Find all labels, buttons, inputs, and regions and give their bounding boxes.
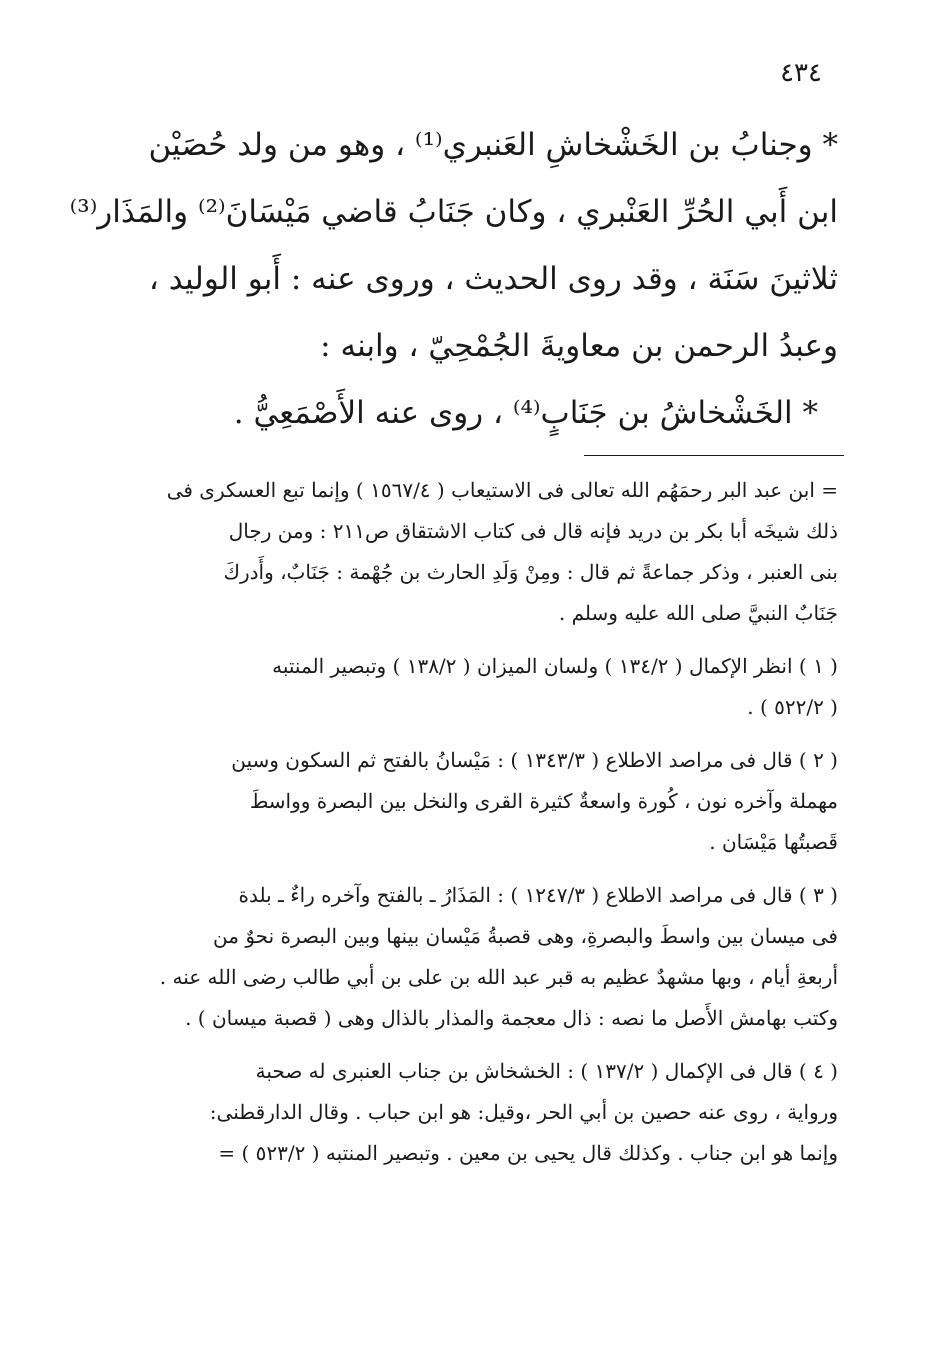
footnote-4	[88, 1051, 838, 1174]
main-line: ثلاثينَ سَنَة ، وقد روى الحديث ، وروى عنه : أَبو الوليد ،	[148, 261, 838, 297]
footnote-2	[88, 740, 838, 863]
footnote-line: = ابن عبد البر رحمَهُم الله تعالى فى الاستيعاب ( ١٥٦٧/٤ ) وإنما تبع العسكرى فى	[166, 478, 838, 502]
footnote-line: بنى العنبر ، وذكر جماعةً ثم قال : ومِنْ وَلَدِ الحارث بن جُهْمة : جَنَابٌ، وأَدركَ	[223, 560, 838, 584]
main-line: * وجنابُ بن الخَشْخاشِ العَنبري⁽¹⁾ ، وهو من ولد حُصَيْن	[148, 127, 838, 163]
footnote-line: مهملة وآخره نون ، كُورة واسعةٌ كثيرة القرى والنخل بين البصرة وواسطَ	[249, 789, 838, 813]
footnote-line: ذلك شيخَه أبا بكر بن دريد فإنه قال فى كتاب الاشتقاق ص٢١١ : ومن رجال	[228, 519, 838, 543]
footnote-line: ( ٣ ) قال فى مراصد الاطلاع ( ١٢٤٧/٣ ) : المَذَارُ ـ بالفتح وآخره راءٌ ـ بلدة	[238, 883, 838, 907]
footnote-line: ( ٤ ) قال فى الإكمال ( ١٣٧/٢ ) : الخشخاش بن جناب العنبرى له صحبة	[255, 1059, 838, 1083]
main-line: ابن أَبي الحُرِّ العَنْبري ، وكان جَنَابُ قاضي مَيْسَانَ⁽²⁾ والمَذَار⁽³⁾	[69, 194, 838, 230]
footnote-line: أربعةِ أيام ، وبها مشهدٌ عظيم به قبر عبد الله بن على بن أبي طالب رضى الله عنه .	[159, 965, 838, 989]
footnote-continuation	[88, 470, 838, 634]
footnote-divider	[584, 455, 844, 456]
main-text	[69, 112, 838, 447]
footnote-line: جَنَابٌ النبيَّ صلى الله عليه وسلم .	[558, 601, 838, 625]
footnote-line: ورواية ، روى عنه حصين بن أبي الحر ،وقيل: هو ابن حباب . وقال الدارقطنى:	[209, 1100, 838, 1124]
footnote-line: ( ١ ) انظر الإكمال ( ١٣٤/٢ ) ولسان الميزان ( ١٣٨/٢ ) وتبصير المنتبه	[272, 654, 838, 678]
footnote-line: قَصبتُها مَيْسَان .	[709, 830, 838, 854]
footnote-line: وإنما هو ابن جناب . وكذلك قال يحيى بن معين . وتبصير المنتبه ( ٥٢٣/٢ ) =	[218, 1141, 838, 1165]
footnote-line: وكتب بهامش الأَصل ما نصه : ذال معجمة والمذار بالذال وهى ( قصبة ميسان ) .	[185, 1006, 838, 1030]
footnote-3	[88, 875, 838, 1039]
footnote-line: ( ٥٢٢/٢ ) .	[747, 695, 838, 719]
main-line: وعبدُ الرحمن بن معاويةَ الجُمْحِيّ ، وابنه :	[320, 328, 838, 364]
footnote-line: فى ميسان بين واسطَ والبصرةِ، وهى قصبةُ مَيْسان بينها وبين البصرة نحوٌ من	[213, 924, 838, 948]
page-number: ٤٣٤	[780, 58, 822, 88]
footnote-line: ( ٢ ) قال فى مراصد الاطلاع ( ١٣٤٣/٣ ) : مَيْسانُ بالفتح ثم السكون وسين	[231, 748, 838, 772]
main-line: * الخَشْخاشُ بن جَنَابٍ⁽⁴⁾ ، روى عنه الأَصْمَعِيُّ .	[233, 395, 818, 431]
footnote-1	[88, 646, 838, 728]
footnotes	[88, 470, 838, 1186]
